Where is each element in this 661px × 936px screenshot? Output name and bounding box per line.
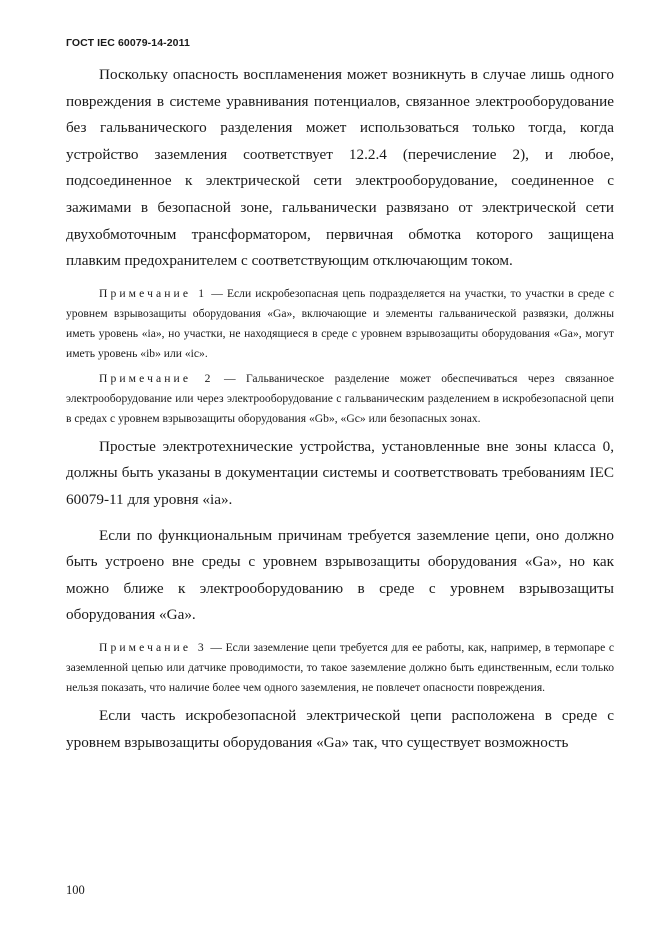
note-1 [66, 284, 614, 364]
note-2-text: — Гальваническое разделение может обеспечиваться через связанное электрооборудование или через электрооборудование с гальваническим разделением в искробезопасной цепи в средах с уровнем взрывозащиты оборудования «Gb», «Gc» или безопасных зонах. [66, 371, 615, 425]
note-1-text: — Если искробезопасная цепь подразделяется на участки, то участки в среде с уровнем взрывозащиты оборудования «Ga», включающие и элементы гальванической развязки, должны иметь уровень «ia», но участки, не находящиеся в среде с уровнем взрывозащиты оборудования «Ga», могут иметь уровень «ib» или «ic». [66, 286, 614, 360]
note-1-label: Примечание 1 [99, 286, 208, 300]
paragraph-grounding-conditions: Поскольку опасность воспламенения может возникнуть в случае лишь одного повреждения в системе уравнивания потенциалов, связанное электрооборудование без гальванического разделения может использоваться только тогда, когда устройство заземления соответствует 12.2.4 (перечисление 2), и любое, подсоединенное к электрической сети электрооборудование, соединенное с зажимами в безопасной зоне, гальванически развязано от электрической сети двухобмоточным трансформатором, первичная обмотка которого защищена плавким предохранителем с соответствующим отключающим током. [66, 66, 614, 270]
note-3-text: — Если заземление цепи требуется для ее работы, как, например, в термопаре с заземленной цепью или датчике проводимости, то такое заземление должно быть единственным, если только нельзя показать, что наличие более чем одного заземления, не повлечет опасности повреждения. [66, 640, 614, 694]
paragraph-zone-0-part: Если часть искробезопасной электрической цепи расположена в среде с уровнем взрывозащиты оборудования «Ga» так, что существует возможность [66, 706, 614, 751]
paragraph-simple-devices: Простые электротехнические устройства, установленные вне зоны класса 0, должны быть указаны в документации системы и соответствовать требованиям IEC 60079-11 для уровня «ia». [66, 437, 614, 508]
page-content [66, 62, 614, 756]
standard-header: ГОСТ IEC 60079-14-2011 [66, 37, 190, 49]
note-2-label: Примечание 2 [99, 371, 214, 385]
page-number: 100 [66, 883, 85, 897]
paragraph-circuit-grounding: Если по функциональным причинам требуется заземление цепи, оно должно быть устроено вне среды с уровнем взрывозащиты оборудования «Ga», но как можно ближе к электрооборудованию в среде с уровнем взрывозащиты оборудования «Ga». [66, 526, 614, 624]
note-2 [66, 369, 614, 429]
note-3-label: Примечание 3 [99, 640, 207, 654]
note-3 [66, 638, 614, 698]
